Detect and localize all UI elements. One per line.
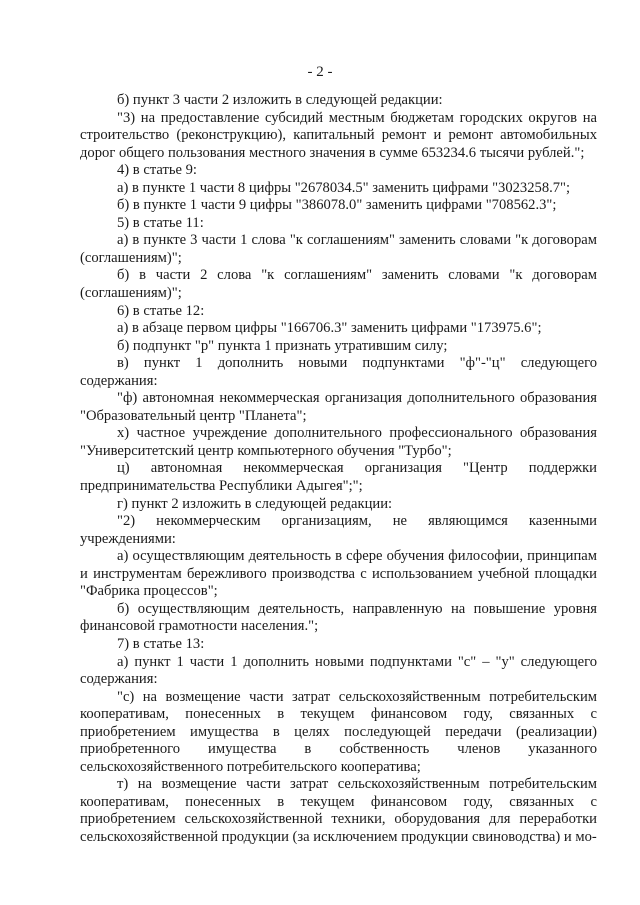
paragraph: "3) на предоставление субсидий местным бюджетам городских округов на строительство (реконструкцию), капитальный ремонт и ремонт автомобильных дорог общего пользования местного значения в сумме 653234.6 тысячи рублей."; [80,109,597,161]
document-body [80,92,597,847]
paragraph: б) в пункте 1 части 9 цифры "386078.0" заменить цифрами "708562.3"; [117,197,557,214]
paragraph: 6) в статье 12: [117,302,205,319]
paragraph: 4) в статье 9: [117,162,197,179]
paragraph: б) в части 2 слова "к соглашениям" заменить словами "к договорам (соглашениям)"; [80,267,597,302]
paragraph: "с) на возмещение части затрат сельскохозяйственным потребительским кооперативам, понесенных в текущем финансовом году, связанных с приобретением имущества в целях последующей передачи (реализации) приобретенного имущества в собственность членов указанного сельскохозяйственного потребительского кооператива; [80,688,597,775]
paragraph: "2) некоммерческим организациям, не являющимся казенными учреждениями: [80,513,597,547]
paragraph: т) на возмещение части затрат сельскохозяйственным потребительским кооперативам, понесенных в текущем финансовом году, связанных с приобретением сельскохозяйственной техники, оборудования для переработки сельскохозяйственной продукции (за исключением продукции свиноводства) и мо- [80,776,597,845]
page-number: - 2 - [307,64,333,80]
paragraph: а) в пункте 3 части 1 слова "к соглашениям" заменить словами "к договорам (соглашениям)"; [80,232,597,266]
paragraph: 5) в статье 11: [117,214,204,231]
paragraph: х) частное учреждение дополнительного профессионального образования "Университетский центр компьютерного обучения "Турбо"; [80,425,597,459]
paragraph: 7) в статье 13: [117,635,205,652]
paragraph: б) подпункт "р" пункта 1 признать утратившим силу; [117,337,448,354]
paragraph: а) в пункте 1 части 8 цифры "2678034.5" заменить цифрами "3023258.7"; [117,179,571,196]
paragraph: а) в абзаце первом цифры "166706.3" заменить цифрами "173975.6"; [117,320,542,337]
paragraph: г) пункт 2 изложить в следующей редакции: [117,495,393,512]
paragraph: б) осуществляющим деятельность, направленную на повышение уровня финансовой грамотности населения."; [80,600,597,635]
paragraph: а) осуществляющим деятельность в сфере обучения философии, принципам и инструментам бережливого производства с использованием учебной площадки "Фабрика процессов"; [80,548,597,600]
paragraph: а) пункт 1 части 1 дополнить новыми подпунктами "с" – "у" следующего содержания: [80,653,597,688]
paragraph: "ф) автономная некоммерческая организация дополнительного образования "Образовательный центр "Планета"; [80,390,597,424]
paragraph: в) пункт 1 дополнить новыми подпунктами "ф"-"ц" следующего содержания: [80,355,597,389]
paragraph: ц) автономная некоммерческая организация "Центр поддержки предпринимательства Республики Адыгея";"; [80,460,597,495]
paragraph: б) пункт 3 части 2 изложить в следующей редакции: [117,92,443,108]
